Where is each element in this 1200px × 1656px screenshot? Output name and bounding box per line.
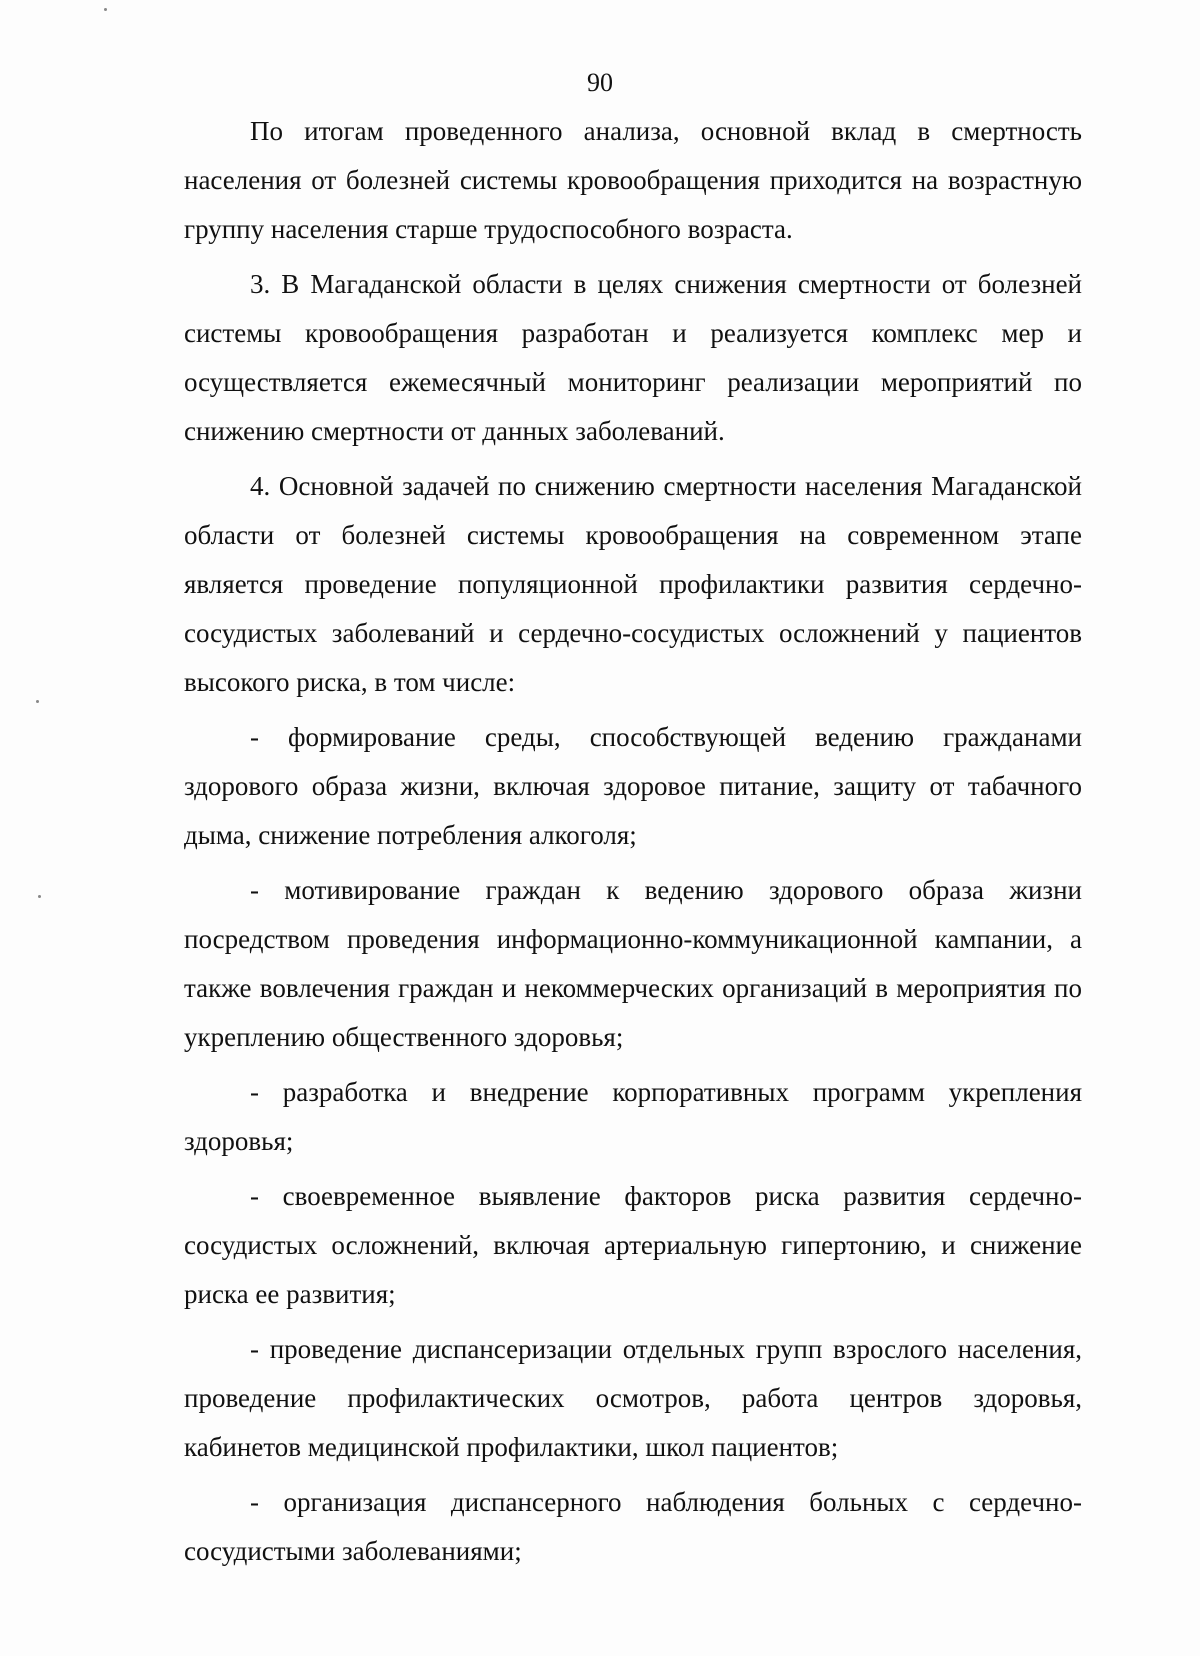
paragraph-point-4: 4. Основной задачей по снижению смертности населения Магаданской области от болезней системы кровообращения на современном этапе является проведение популяционной профилактики развития сердечно-сосудистых заболеваний и сердечно-сосудистых осложнений у пациентов высокого риска, в том числе: (184, 471, 1082, 697)
paragraph-analysis-summary: По итогам проведенного анализа, основной вклад в смертность населения от болезней системы кровообращения приходится на возрастную группу населения старше трудоспособного возраста. (184, 116, 1082, 244)
scan-speck (104, 8, 107, 11)
list-item: - разработка и внедрение корпоративных программ укрепления здоровья; (184, 1077, 1082, 1156)
list-item: - формирование среды, способствующей ведению гражданами здорового образа жизни, включая здоровое питание, защиту от табачного дыма, снижение потребления алкоголя; (184, 722, 1082, 850)
list-item: - организация диспансерного наблюдения больных с сердечно-сосудистыми заболеваниями; (184, 1487, 1082, 1566)
list-item: - своевременное выявление факторов риска развития сердечно-сосудистых осложнений, включая артериальную гипертонию, и снижение риска ее развития; (184, 1181, 1082, 1309)
scan-speck (38, 895, 41, 898)
page-number: 90 (587, 68, 613, 97)
list-item: - проведение диспансеризации отдельных групп взрослого населения, проведение профилактических осмотров, работа центров здоровья, кабинетов медицинской профилактики, школ пациентов; (184, 1334, 1082, 1462)
list-item: - мотивирование граждан к ведению здорового образа жизни посредством проведения информационно-коммуникационной кампании, а также вовлечения граждан и некоммерческих организаций в мероприятия по укреплению общественного здоровья; (184, 875, 1082, 1052)
paragraph-point-3: 3. В Магаданской области в целях снижения смертности от болезней системы кровообращения разработан и реализуется комплекс мер и осуществляется ежемесячный мониторинг реализации мероприятий по снижению смертности от данных заболеваний. (184, 269, 1082, 446)
body-text (184, 107, 1082, 1582)
scan-speck (36, 700, 39, 703)
